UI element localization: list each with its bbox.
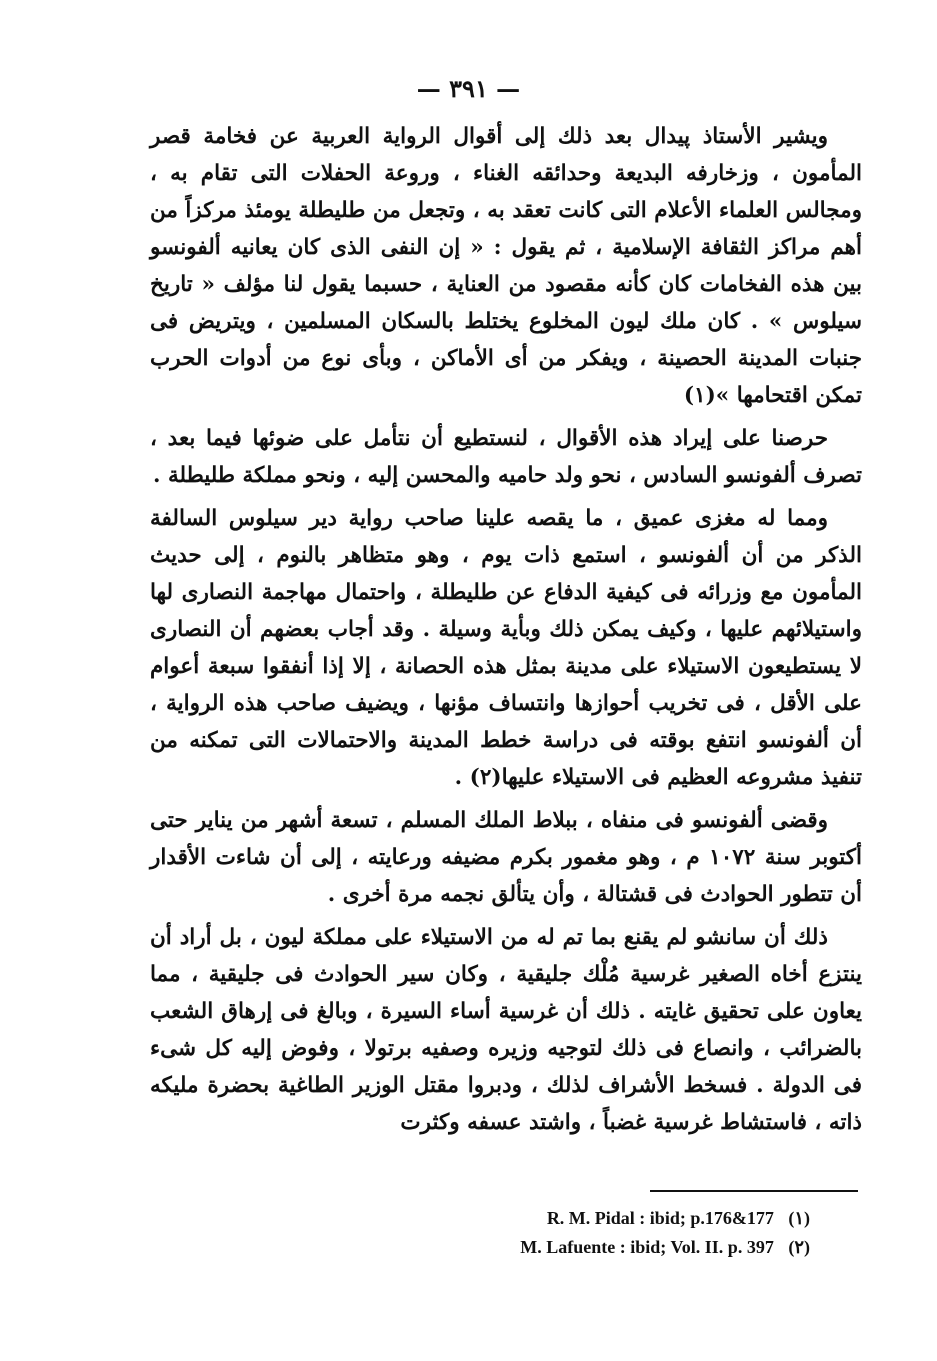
paragraph: حرصنا على إيراد هذه الأقوال ، لنستطيع أن نتأمل على ضوئها فيما بعد ، تصرف ألفونسو السادس ، نحو ولد حاميه والمحسن إليه ، ونحو مملكة طليطلة .: [150, 426, 862, 488]
footnotes: [400, 1204, 810, 1262]
paragraph: وقضى ألفونسو فى منفاه ، ببلاط الملك المسلم ، تسعة أشهر من يناير حتى أكتوبر سنة ١٠٧٢ م ، وهو مغمور بكرم مضيفه ورعايته ، إلى أن شاءت الأقدار أن تتطور الحوادث فى قشتالة ، وأن يتألق نجمه مرة أخرى .: [150, 808, 862, 907]
footnote-divider: [650, 1190, 858, 1192]
footnote-number: (١): [788, 1208, 810, 1228]
footnote: [400, 1233, 810, 1262]
footnote-text: R. M. Pidal : ibid; p.176&177: [546, 1208, 774, 1228]
paragraph: ويشير الأستاذ پيدال بعد ذلك إلى أقوال الرواية العربية عن فخامة قصر المأمون ، وزخارفه البديعة وحدائقه الغناء ، وروعة الحفلات التى تقام به ، ومجالس العلماء الأعلام التى كانت تعقد به ، وتجعل من طليطلة يومئذ مركزاً من أهم مراكز الثقافة الإسلامية ، ثم يقول : « إن النفى الذى كان يعانيه ألفونسو بين هذه الفخامات كان كأنه مقصود من العناية ، حسبما يقول لنا مؤلف « تاريخ سيلوس » . كان ملك ليون المخلوع يختلط بالسكان المسلمين ، ويتريض فى جنبات المدينة الحصينة ، ويفكر من أى الأماكن ، وبأى نوع من أدوات الحرب تمكن اقتحامها »(١): [150, 124, 862, 408]
page-number: — ٣٩١ —: [416, 74, 521, 103]
body-text: [150, 118, 862, 1147]
footnote: [400, 1204, 810, 1233]
footnote-number: (٢): [788, 1237, 810, 1257]
paragraph: ومما له مغزى عميق ، ما يقصه علينا صاحب رواية دير سيلوس السالفة الذكر من أن ألفونسو ، استمع ذات يوم ، وهو متظاهر بالنوم ، إلى حديث المأمون مع وزرائه فى كيفية الدفاع عن طليطلة ، واحتمال مهاجمة النصارى لها واستيلائهم عليها ، وكيف يمكن ذلك وبأية وسيلة . وقد أجاب بعضهم أن النصارى لا يستطيعون الاستيلاء على مدينة بمثل هذه الحصانة ، إلا إذا أنفقوا سبعة أعوام على الأقل ، فى تخريب أحوازها وانتساف مؤنها ، ويضيف صاحب هذه الرواية ، أن ألفونسو انتفع بوقته فى دراسة خطط المدينة والاحتمالات التى تمكنه من تنفيذ مشروعه العظيم فى الاستيلاء عليها(٢) .: [150, 506, 862, 790]
paragraph: ذلك أن سانشو لم يقنع بما تم له من الاستيلاء على مملكة ليون ، بل أراد أن ينتزع أخاه الصغير غرسية مُلْك جليقية ، وكان سير الحوادث فى جليقية ، مما يعاون على تحقيق غايته . ذلك أن غرسية أساء السيرة ، وبالغ فى إرهاق الشعب بالضرائب ، وانصاع فى ذلك لتوجيه وزيره وصفيه برتولا ، وفوض إليه كل شىء فى الدولة . فسخط الأشراف لذلك ، ودبروا مقتل الوزير الطاغية بحضرة مليكه ذاته ، فاستشاط غرسية غضباً ، واشتد عسفه وكثرت: [150, 925, 862, 1135]
footnote-text: M. Lafuente : ibid; Vol. II. p. 397: [520, 1237, 774, 1257]
